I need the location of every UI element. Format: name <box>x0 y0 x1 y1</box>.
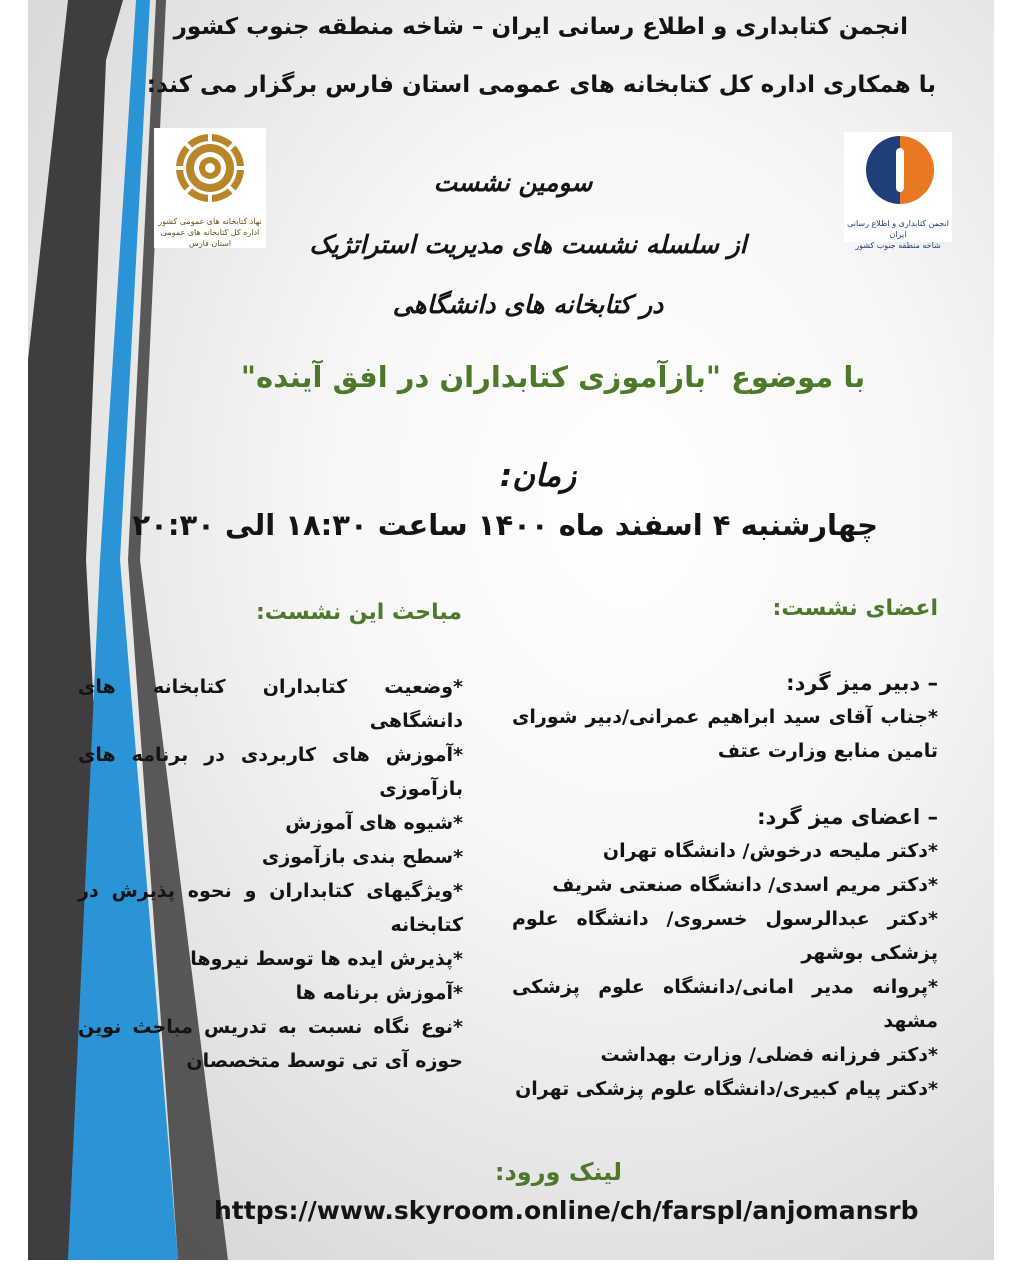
rosette-icon <box>154 128 266 208</box>
members-list <box>512 666 938 1106</box>
secretary-label: – دبیر میز گرد: <box>786 671 938 695</box>
panel-member-2: *دکتر مریم اسدی/ دانشگاه صنعتی شریف <box>552 874 938 896</box>
panel-member-4: *پروانه مدیر امانی/دانشگاه علوم پزشکی مشهد <box>512 976 938 1032</box>
topic-item-4: *سطح بندی بازآموزی <box>261 846 463 868</box>
poster <box>28 0 994 1260</box>
members-title: اعضای نشست: <box>772 596 938 621</box>
topic-item-6: *پذیرش ایده ها توسط نیروها <box>190 948 463 970</box>
right-logo-caption-1: انجمن کتابداری و اطلاع رسانی ایران <box>847 219 949 239</box>
topic-item-7: *آموزش برنامه ها <box>295 982 463 1004</box>
panel-member-3: *دکتر عبدالرسول خسروی/ دانشگاه علوم پزشکی بوشهر <box>512 908 938 964</box>
topic-item-8: *نوع نگاه نسبت به تدریس مباحث نوین حوزه آی تی توسط متخصصان <box>78 1016 463 1072</box>
time-label: زمان: <box>499 458 577 494</box>
panel-member-5: *دکتر فرزانه فضلی/ وزارت بهداشت <box>600 1044 938 1066</box>
header-line-2: با همکاری اداره کل کتابخانه های عمومی استان فارس برگزار می کند: <box>146 72 936 98</box>
header-line-1: انجمن کتابداری و اطلاع رسانی ایران – شاخه منطقه جنوب کشور <box>173 14 908 40</box>
panel-member-6: *دکتر پیام کبیری/دانشگاه علوم پزشکی تهران <box>515 1078 938 1100</box>
public-libraries-logo <box>154 128 266 248</box>
left-logo-caption-1: نهاد کتابخانه های عمومی کشور <box>158 217 262 226</box>
association-logo <box>844 132 952 250</box>
panel-member-1: *دکتر ملیحه درخوش/ دانشگاه تهران <box>602 840 938 862</box>
time-value: چهارشنبه ۴ اسفند ماه ۱۴۰۰ ساعت ۱۸:۳۰ الی ۲۰:۳۰ <box>132 508 878 542</box>
session-subject: با موضوع "بازآموزی کتابداران در افق آینده" <box>240 360 866 394</box>
topics-list <box>78 670 463 1078</box>
session-number: سومین نشست <box>433 168 593 197</box>
session-series-subtitle: در کتابخانه های دانشگاهی <box>392 290 664 319</box>
right-logo-caption-2: شاخه منطقه جنوب کشور <box>855 241 941 250</box>
join-link[interactable]: https://www.skyroom.online/ch/farspl/anjomansrb <box>214 1196 919 1225</box>
secretary-entry: *جناب آقای سید ابراهیم عمرانی/دبیر شورای تامین منابع وزارت عتف <box>512 706 938 762</box>
panel-label: – اعضای میز گرد: <box>757 805 938 829</box>
topics-title: مباحث این نشست: <box>255 600 462 625</box>
members-block <box>512 666 938 1106</box>
topic-item-5: *ویژگیهای کتابداران و نحوه پذیرش در کتابخانه <box>78 880 463 936</box>
left-logo-caption-2: اداره کل کتابخانه های عمومی استان فارس <box>160 228 260 248</box>
topic-item-2: *آموزش های کاربردی در برنامه های بازآموزی <box>78 744 463 800</box>
session-series-title: از سلسله نشست های مدیریت استراتژیک <box>309 230 747 259</box>
topic-item-1: *وضعیت کتابداران کتابخانه های دانشگاهی <box>78 676 463 732</box>
link-label: لینک ورود: <box>494 1158 622 1186</box>
association-emblem-icon <box>844 132 952 210</box>
topics-block <box>78 670 463 1078</box>
topic-item-3: *شیوه های آموزش <box>285 812 463 834</box>
